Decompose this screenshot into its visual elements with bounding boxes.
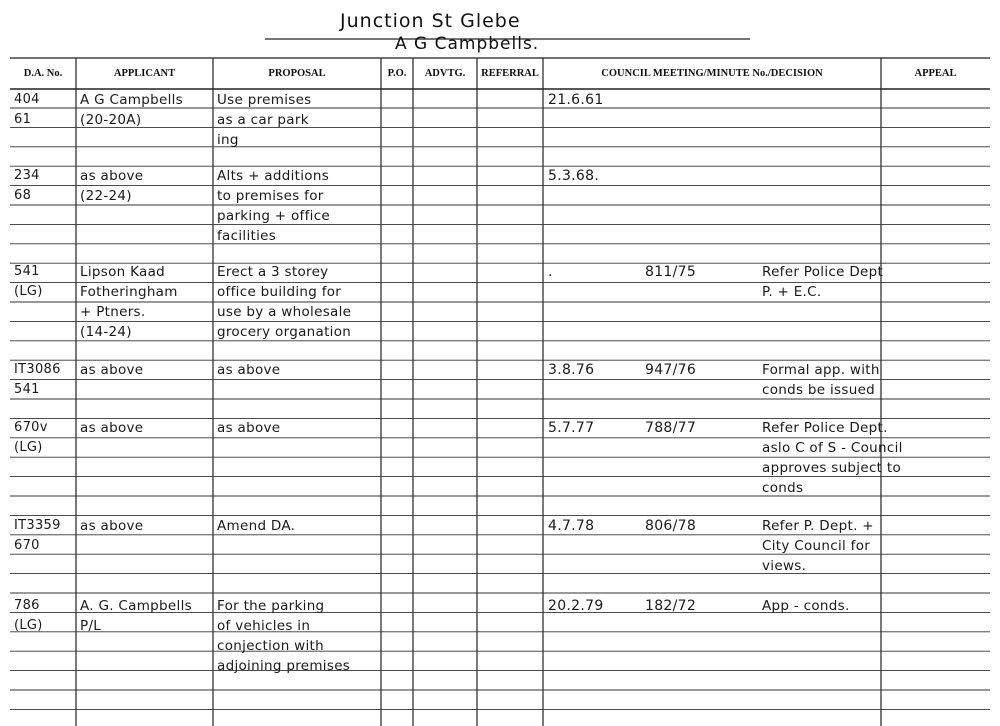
- applicant-text: A. G. Campbells: [80, 598, 192, 614]
- da-number: IT3086: [14, 362, 61, 377]
- proposal-text: as a car park: [217, 112, 309, 128]
- applicant-text: as above: [80, 362, 144, 378]
- proposal-text: use by a wholesale: [217, 304, 352, 320]
- da-number: 234: [14, 168, 40, 183]
- applicant-text: A G Campbells: [80, 92, 184, 108]
- proposal-text: parking + office: [217, 208, 331, 224]
- applicant-text: Lipson Kaad: [80, 264, 166, 280]
- applicant-text: + Ptners.: [80, 304, 146, 320]
- applicant-text: as above: [80, 518, 144, 534]
- da-number: 541: [14, 264, 40, 279]
- da-number: (LG): [14, 440, 43, 455]
- meeting-date: 5.3.68.: [548, 168, 600, 184]
- da-number: (LG): [14, 284, 43, 299]
- proposal-text: Amend DA.: [217, 518, 296, 534]
- proposal-text: conjection with: [217, 638, 325, 654]
- applicant-text: (22-24): [80, 188, 132, 204]
- da-number: 541: [14, 382, 40, 397]
- col-header-applicant: APPLICANT: [113, 68, 176, 79]
- proposal-text: Erect a 3 storey: [217, 264, 329, 280]
- applicant-text: Fotheringham: [80, 284, 178, 300]
- minute-number: 806/78: [645, 518, 697, 534]
- decision-text: App - conds.: [762, 598, 850, 614]
- da-number: IT3359: [14, 518, 61, 533]
- da-number: 786: [14, 598, 40, 613]
- col-header-po: P.O.: [387, 68, 407, 79]
- proposal-text: as above: [217, 420, 281, 436]
- decision-text: City Council for: [762, 538, 871, 554]
- minute-number: 788/77: [645, 420, 697, 436]
- applicant-text: (14-24): [80, 324, 132, 340]
- da-number: (LG): [14, 618, 43, 633]
- da-number: 670v: [14, 420, 48, 435]
- col-header-advtg: ADVTG.: [424, 68, 466, 79]
- page-title: Junction St Glebe: [340, 10, 521, 32]
- da-number: 404: [14, 92, 40, 107]
- decision-text: Refer Police Dept: [762, 264, 884, 280]
- meeting-date: .: [548, 264, 553, 280]
- decision-text: Refer P. Dept. +: [762, 518, 874, 534]
- meeting-date: 20.2.79: [548, 598, 604, 614]
- meeting-date: 5.7.77: [548, 420, 595, 436]
- applicant-text: as above: [80, 168, 144, 184]
- applicant-text: (20-20A): [80, 112, 142, 128]
- proposal-text: of vehicles in: [217, 618, 311, 634]
- proposal-text: ing: [217, 132, 239, 148]
- meeting-date: 4.7.78: [548, 518, 595, 534]
- col-header-referral: REFERRAL: [481, 68, 539, 79]
- proposal-text: facilities: [217, 228, 277, 244]
- decision-text: Refer Police Dept.: [762, 420, 888, 436]
- proposal-text: adjoining premises: [217, 658, 351, 674]
- decision-text: aslo C of S - Council: [762, 440, 903, 456]
- page-subtitle: A G Campbells.: [395, 34, 540, 54]
- decision-text: Formal app. with: [762, 362, 880, 378]
- proposal-text: For the parking: [217, 598, 325, 614]
- minute-number: 811/75: [645, 264, 697, 280]
- proposal-text: office building for: [217, 284, 342, 300]
- col-header-appeal: APPEAL: [914, 68, 957, 79]
- da-number: 670: [14, 538, 40, 553]
- meeting-date: 21.6.61: [548, 92, 604, 108]
- decision-text: views.: [762, 558, 807, 574]
- proposal-text: grocery organation: [217, 324, 352, 340]
- da-number: 68: [14, 188, 32, 203]
- decision-text: approves subject to: [762, 460, 902, 476]
- decision-text: conds: [762, 480, 804, 496]
- proposal-text: Alts + additions: [217, 168, 330, 184]
- applicant-text: as above: [80, 420, 144, 436]
- col-header-da-no: D.A. No.: [23, 68, 63, 79]
- proposal-text: as above: [217, 362, 281, 378]
- decision-text: conds be issued: [762, 382, 876, 398]
- col-header-council-decision: COUNCIL MEETING/MINUTE No./DECISION: [601, 68, 823, 79]
- proposal-text: Use premises: [217, 92, 312, 108]
- proposal-text: to premises for: [217, 188, 324, 204]
- minute-number: 182/72: [645, 598, 697, 614]
- col-header-proposal: PROPOSAL: [268, 68, 326, 79]
- decision-text: P. + E.C.: [762, 284, 822, 300]
- applicant-text: P/L: [80, 618, 102, 634]
- da-number: 61: [14, 112, 32, 127]
- minute-number: 947/76: [645, 362, 697, 378]
- meeting-date: 3.8.76: [548, 362, 595, 378]
